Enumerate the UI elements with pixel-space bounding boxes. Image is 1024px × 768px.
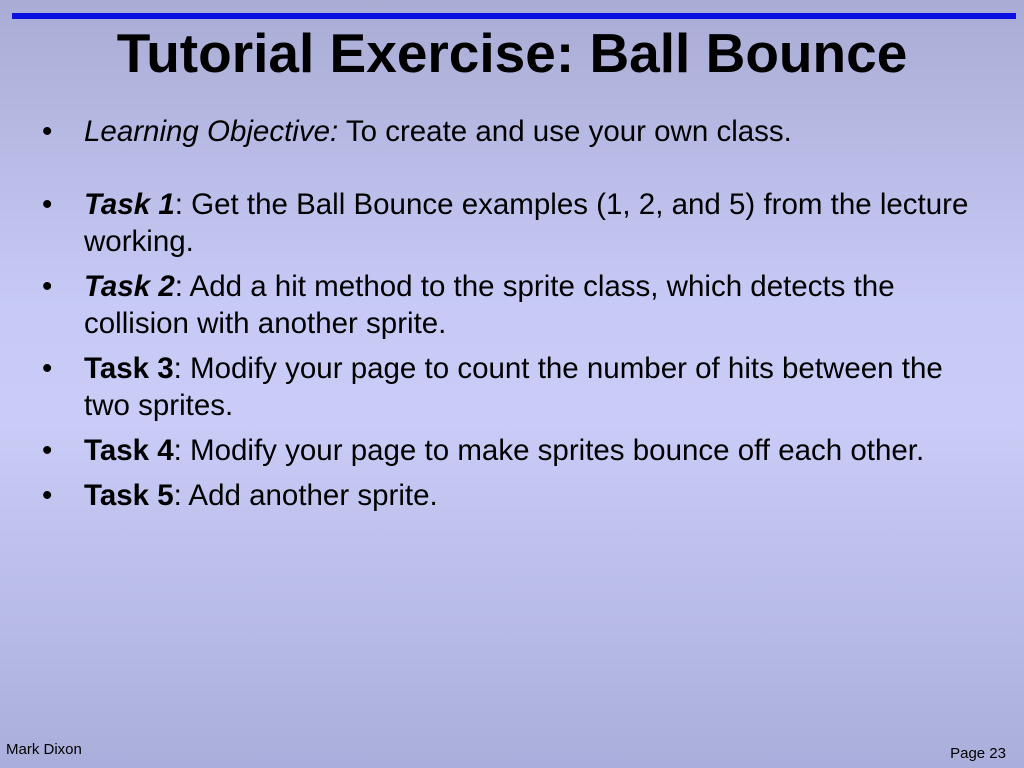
bullet-icon: • xyxy=(42,479,53,512)
bullet-label: Task 4 xyxy=(84,434,174,467)
bullet-text: To create and use your own class. xyxy=(338,115,792,148)
bullet-item-task-2 xyxy=(40,268,980,342)
bullet-label: Learning Objective: xyxy=(84,115,339,148)
slide-title: Tutorial Exercise: Ball Bounce xyxy=(116,22,908,84)
bullet-list xyxy=(40,113,980,522)
bullet-icon: • xyxy=(42,270,53,303)
bullet-icon: • xyxy=(42,115,53,148)
footer-page-number: Page 23 xyxy=(950,745,1006,762)
bullet-label: Task 3 xyxy=(84,352,174,385)
bullet-text: : Modify your page to make sprites bounce off each other. xyxy=(173,434,925,467)
bullet-text: : Get the Ball Bounce examples (1, 2, and 5) from the lecture working. xyxy=(84,188,969,258)
bullet-icon: • xyxy=(42,188,53,221)
bullet-text: : Modify your page to count the number of hits between the two sprites. xyxy=(84,352,943,422)
bullet-item-task-3 xyxy=(40,350,980,424)
bullet-label: Task 5 xyxy=(84,479,174,512)
bullet-item-task-5 xyxy=(40,477,980,514)
bullet-item-task-4 xyxy=(40,432,980,469)
bullet-label: Task 2 xyxy=(84,270,175,303)
bullet-icon: • xyxy=(42,352,53,385)
footer-author: Mark Dixon xyxy=(6,741,82,758)
bullet-icon: • xyxy=(42,434,53,467)
bullet-text: : Add a hit method to the sprite class, which detects the collision with another sprite. xyxy=(84,270,895,340)
bullet-item-learning-objective xyxy=(40,113,980,150)
bullet-text: : Add another sprite. xyxy=(173,479,438,512)
bullet-label: Task 1 xyxy=(84,188,175,221)
bullet-item-task-1 xyxy=(40,186,980,260)
